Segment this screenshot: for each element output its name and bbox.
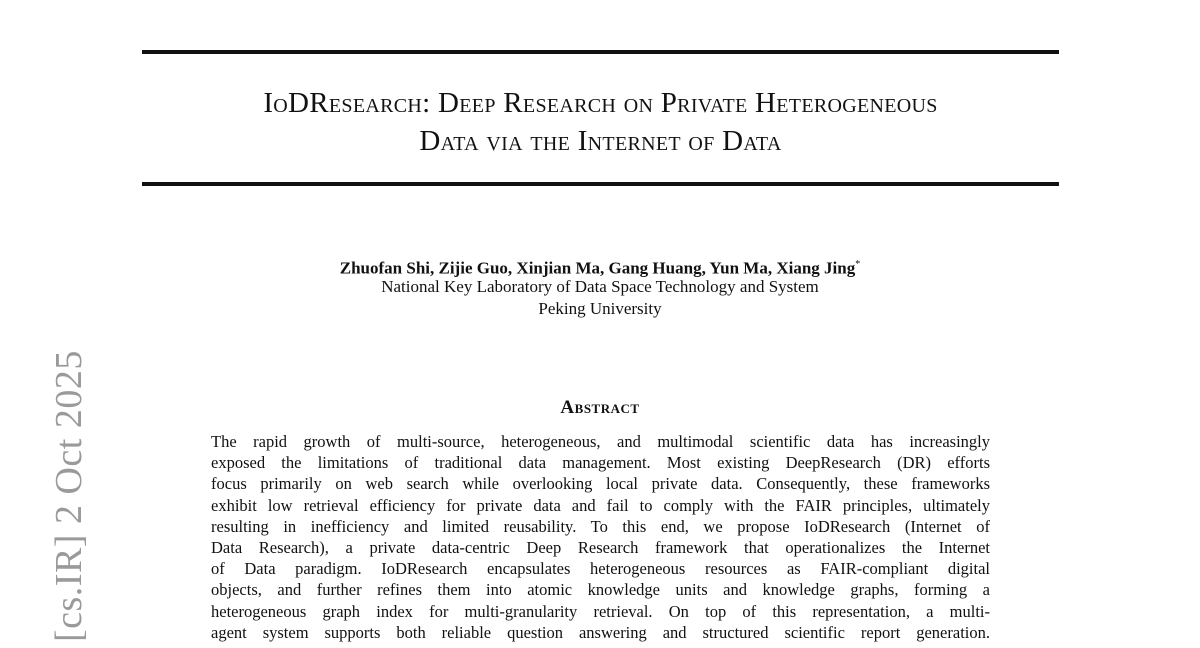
abstract-line: agent system supports both reliable question answering and structured scientific report generation. — [211, 622, 990, 642]
abstract-body — [211, 431, 990, 643]
abstract-line: heterogeneous graph index for multi-granularity retrieval. On top of this representation, a multi- — [211, 601, 990, 621]
corresponding-author-mark: * — [855, 259, 861, 270]
paper-title-line-1: IoDResearch: Deep Research on Private Heterogeneous — [263, 87, 938, 119]
abstract-line: Data Research), a private data-centric Deep Research framework that operationalizes the Internet — [211, 538, 990, 558]
arxiv-side-stamp: [cs.IR] 2 Oct 2025 — [48, 350, 90, 642]
abstract-line: focus primarily on web search while overlooking local private data. Consequently, these frameworks — [211, 474, 990, 494]
abstract-line: objects, and further refines them into atomic knowledge units and knowledge graphs, forming a — [211, 580, 990, 600]
affiliation-laboratory: National Key Laboratory of Data Space Technology and System — [381, 277, 819, 296]
affiliation-university: Peking University — [538, 299, 662, 318]
abstract-heading: Abstract — [560, 397, 640, 418]
title-top-rule — [142, 50, 1059, 54]
abstract-line: resulting in inefficiency and limited reusability. To this end, we propose IoDResearch (Internet of — [211, 516, 990, 536]
abstract-line: exposed the limitations of traditional data management. Most existing DeepResearch (DR) efforts — [211, 453, 990, 473]
paper-title — [142, 84, 1059, 160]
title-bottom-rule — [142, 182, 1059, 186]
abstract-line: The rapid growth of multi-source, heterogeneous, and multimodal scientific data has increasingly — [211, 432, 990, 451]
abstract-line: exhibit low retrieval efficiency for private data and fail to comply with the FAIR principles, ultimately — [211, 495, 990, 515]
paper-title-line-2: Data via the Internet of Data — [419, 125, 782, 157]
author-names: Zhuofan Shi, Zijie Guo, Xinjian Ma, Gang Huang, Yun Ma, Xiang Jing — [339, 258, 856, 278]
abstract-line: of Data paradigm. IoDResearch encapsulates heterogeneous resources as FAIR-compliant digital — [211, 559, 990, 579]
